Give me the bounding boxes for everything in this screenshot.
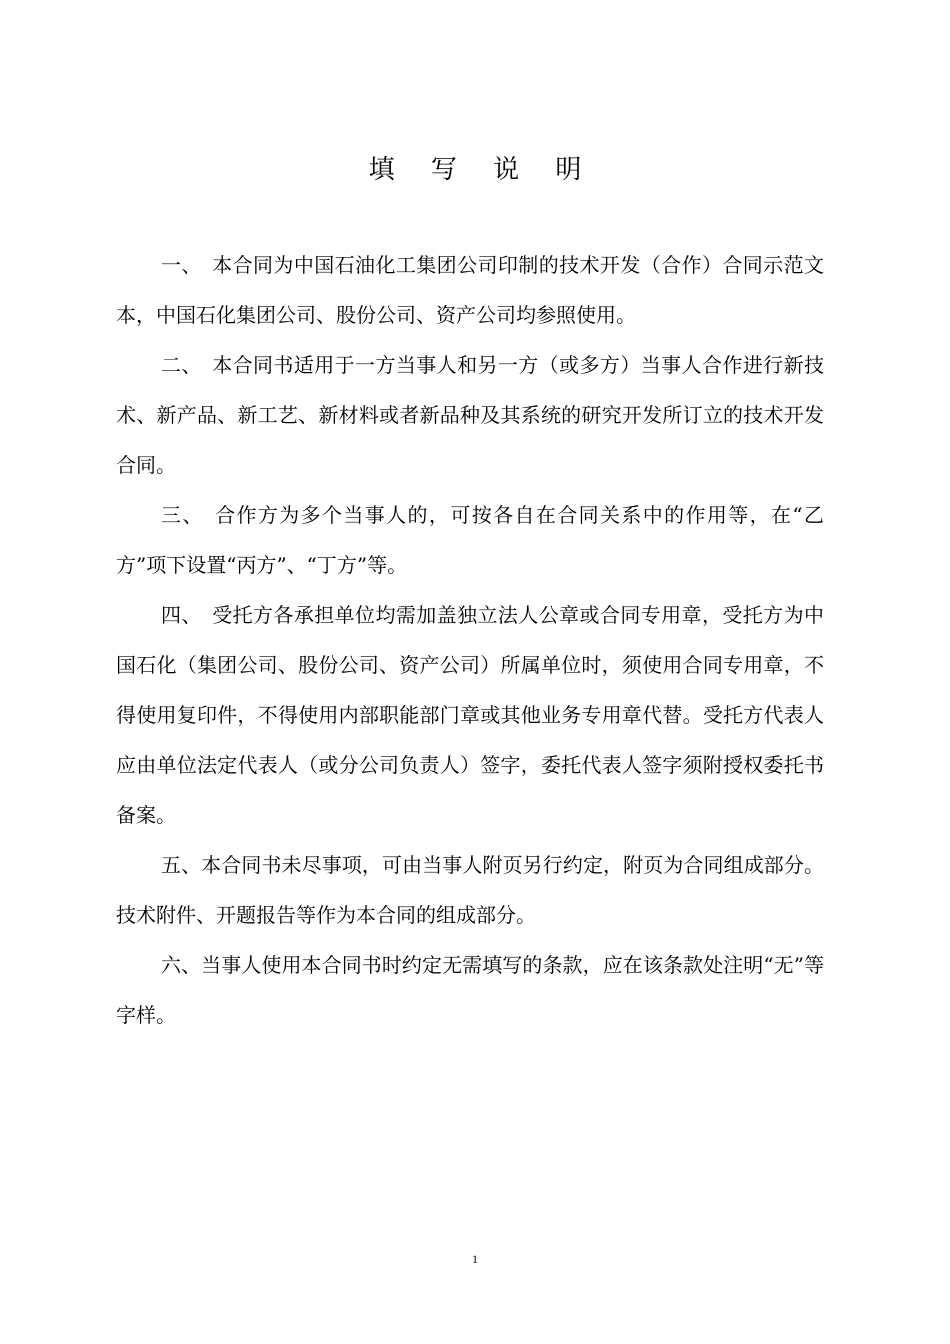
instruction-paragraph-6: 六、当事人使用本合同书时约定无需填写的条款，应在该条款处注明“无”等字样。 [116, 953, 824, 1027]
instruction-paragraph-2: 二、 本合同书适用于一方当事人和另一方（或多方）当事人合作进行新技术、新产品、新工艺、新材料或者新品种及其系统的研究开发所订立的技术开发合同。 [116, 353, 824, 477]
instruction-paragraph-1: 一、 本合同为中国石油化工集团公司印制的技术开发（合作）合同示范文本，中国石化集团公司、股份公司、资产公司均参照使用。 [116, 253, 824, 327]
instructions-body [116, 240, 824, 1040]
page-number: 1 [472, 1252, 478, 1266]
instruction-paragraph-5: 五、本合同书未尽事项，可由当事人附页另行约定，附页为合同组成部分。技术附件、开题报告等作为本合同的组成部分。 [116, 853, 824, 927]
instruction-paragraph-3: 三、 合作方为多个当事人的，可按各自在合同关系中的作用等，在“乙方”项下设置“丙方”、“丁方”等。 [116, 503, 824, 577]
page-title: 填 写 说 明 [368, 155, 596, 185]
instruction-paragraph-4: 四、 受托方各承担单位均需加盖独立法人公章或合同专用章，受托方为中国石化（集团公司、股份公司、资产公司）所属单位时，须使用合同专用章，不得使用复印件，不得使用内部职能部门章或其他业务专用章代替。受托方代表人应由单位法定代表人（或分公司负责人）签字，委托代表人签字须附授权委托书备案。 [116, 603, 824, 827]
